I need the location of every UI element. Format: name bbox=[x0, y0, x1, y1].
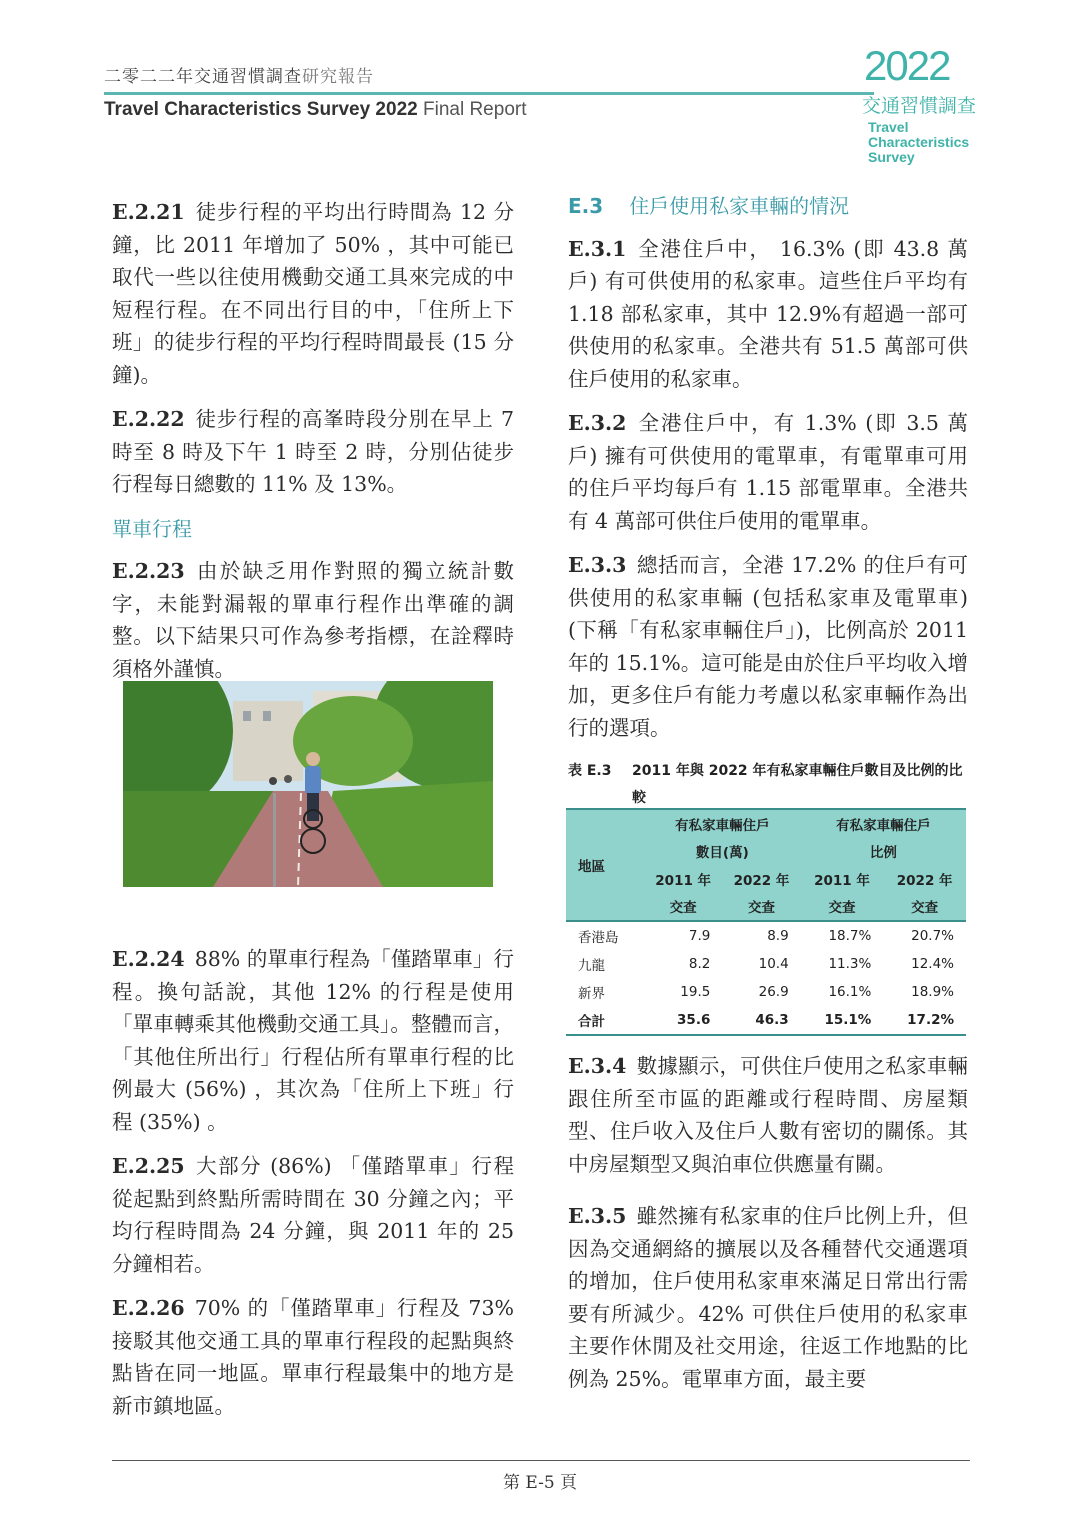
para-number: E.3.5 bbox=[568, 1204, 627, 1228]
cell-ratio-2022: 20.7% bbox=[883, 921, 966, 950]
col-header-region: 地區 bbox=[566, 809, 644, 921]
para-text: 全港住戶中，有 1.3% (即 3.5 萬戶) 擁有可供使用的電單車，有電單車可用的住戶平均每戶有 1.15 部電單車。全港共有 4 萬部可供住戶使用的電單車。 bbox=[568, 411, 968, 533]
cell-region: 新界 bbox=[578, 986, 605, 1002]
para-number: E.2.25 bbox=[112, 1154, 185, 1178]
col-year-2022-ratio: 2022 年 bbox=[883, 865, 966, 893]
col-group-count-line1: 有私家車輛住戶 bbox=[644, 809, 801, 838]
paragraph-e-3-4 bbox=[568, 1050, 968, 1180]
para-text: 全港住戶中， 16.3% (即 43.8 萬戶) 有可供使用的私家車。這些住戶平均有 1.18 部私家車，其中 12.9%有超過一部可供使用的私家車。全港共有 51.5 萬部可供住戶使用的私家車。 bbox=[568, 236, 968, 391]
cell-ratio-2022: 12.4% bbox=[911, 956, 954, 972]
para-number: E.3.3 bbox=[568, 553, 627, 577]
section-heading-e3 bbox=[568, 190, 968, 223]
logo-en-line2: Characteristics bbox=[868, 134, 970, 150]
paragraph-e-2-23 bbox=[112, 555, 514, 685]
report-title-zh-main: 二零二二年交通習慣調查 bbox=[104, 67, 302, 87]
table-caption bbox=[568, 758, 968, 812]
col-survey-2011-ratio: 交查 bbox=[801, 893, 884, 922]
cell-ratio-2011: 15.1% bbox=[801, 1006, 884, 1035]
col-survey-2011-count: 交查 bbox=[644, 893, 722, 922]
col-group-ratio-line2: 比例 bbox=[801, 838, 966, 866]
logo-en-line3: Survey bbox=[868, 149, 915, 165]
para-number: E.2.22 bbox=[112, 407, 185, 431]
cell-region: 九龍 bbox=[578, 958, 605, 974]
col-year-2011-ratio: 2011 年 bbox=[801, 865, 884, 893]
cell-ratio-2011: 16.1% bbox=[828, 984, 872, 1000]
para-text: 徒步行程的平均出行時間為 12 分鐘，比 2011 年增加了 50% ，其中可能已取代一些以往使用機動交通工具來完成的中短程行程。在不同出行目的中，「住所上下班」的徒步行程的平均行程時間最長 (15 分鐘)。 bbox=[112, 200, 514, 387]
para-text: 數據顯示，可供住戶使用之私家車輛跟住所至市區的距離或行程時間、房屋類型、住戶收入及住戶人數有密切的關係。其中房屋類型又與泊車位供應量有關。 bbox=[568, 1054, 968, 1176]
paragraph-e-2-24 bbox=[112, 943, 514, 1138]
cell-count-2022: 26.9 bbox=[758, 984, 789, 1000]
cell-count-2011: 19.5 bbox=[680, 984, 711, 1000]
para-text: 雖然擁有私家車的住戶比例上升，但因為交通網絡的擴展以及各種替代交通選項的增加，住戶使用私家車來滿足日常出行需要有所減少。42% 可供住戶使用的私家車主要作休閒及社交用途，往返工作地點的比例為 25%。電單車方面，最主要 bbox=[568, 1204, 968, 1391]
paragraph-e-3-1 bbox=[568, 233, 968, 396]
para-text: 由於缺乏用作對照的獨立統計數字，未能對漏報的單車行程作出準確的調整。以下結果只可作為參考指標，在詮釋時須格外謹慎。 bbox=[112, 559, 514, 681]
report-title-en bbox=[104, 99, 527, 121]
para-text: 88% 的單車行程為「僅踏單車」行程。換句話說，其他 12% 的行程是使用「單車轉乘其他機動交通工具」。整體而言，「其他住所出行」行程佔所有單車行程的比例最大 (56%) ，其次為「住所上下班」行程 (35%) 。 bbox=[112, 947, 514, 1134]
header-rule bbox=[104, 92, 874, 95]
cycling-heading: 單車行程 bbox=[112, 516, 192, 541]
table-row bbox=[566, 921, 966, 950]
report-title-en-bold: Travel Characteristics Survey 2022 bbox=[104, 99, 418, 120]
cyclist-photo bbox=[123, 681, 493, 887]
footer-rule bbox=[112, 1460, 970, 1461]
para-text: 總括而言，全港 17.2% 的住戶有可供使用的私家車輛 (包括私家車及電單車) (下稱「有私家車輛住戶」)，比例高於 2011 年的 15.1%。這可能是由於住戶平均收入增加，更多住戶有能力考慮以私家車輛作為出行的選項。 bbox=[568, 553, 968, 740]
logo-en-line1: Travel bbox=[868, 119, 909, 135]
cell-count-2011: 8.2 bbox=[688, 956, 711, 972]
cell-ratio-2011: 11.3% bbox=[828, 956, 872, 972]
para-text: 徒步行程的高峯時段分別在早上 7 時至 8 時及下午 1 時至 2 時，分別佔徒步行程每日總數的 11% 及 13%。 bbox=[112, 407, 514, 496]
table-caption-text: 2011 年與 2022 年有私家車輛住戶數目及比例的比較 bbox=[632, 763, 963, 806]
para-number: E.2.21 bbox=[112, 200, 185, 224]
cell-ratio-2022: 17.2% bbox=[883, 1006, 966, 1035]
report-title-en-light: Final Report bbox=[423, 99, 527, 120]
cell-count-2022: 8.9 bbox=[722, 921, 800, 950]
col-group-count-line2: 數目(萬) bbox=[644, 838, 801, 866]
table-row bbox=[566, 950, 966, 978]
table-label: 表 E.3 bbox=[568, 763, 612, 779]
report-title-zh bbox=[104, 62, 374, 87]
col-group-ratio-line1: 有私家車輛住戶 bbox=[801, 809, 966, 838]
cell-count-2011: 7.9 bbox=[644, 921, 722, 950]
table-row-total bbox=[566, 1006, 966, 1035]
section-number: E.3 bbox=[568, 194, 604, 218]
cell-region: 香港島 bbox=[566, 921, 644, 950]
cell-ratio-2022: 18.9% bbox=[911, 984, 954, 1000]
paragraph-e-3-5 bbox=[568, 1200, 968, 1395]
cell-ratio-2011: 18.7% bbox=[801, 921, 884, 950]
para-number: E.2.26 bbox=[112, 1296, 185, 1320]
para-number: E.2.24 bbox=[112, 947, 185, 971]
paragraph-e-2-22 bbox=[112, 403, 514, 501]
paragraph-e-2-25 bbox=[112, 1150, 514, 1280]
logo-zh: 交通習慣調查 bbox=[862, 95, 977, 117]
paragraph-e-2-26 bbox=[112, 1292, 514, 1422]
cell-count-2022: 46.3 bbox=[722, 1006, 800, 1035]
para-number: E.2.23 bbox=[112, 559, 185, 583]
page-number: 第 E-5 頁 bbox=[502, 1473, 578, 1493]
cell-region: 合計 bbox=[566, 1006, 644, 1035]
col-year-2022-count: 2022 年 bbox=[722, 865, 800, 893]
right-column-lower bbox=[568, 1050, 968, 1407]
paragraph-e-3-3 bbox=[568, 549, 968, 744]
paragraph-e-2-21 bbox=[112, 196, 514, 391]
col-year-2011-count: 2011 年 bbox=[644, 865, 722, 893]
para-number: E.3.2 bbox=[568, 411, 627, 435]
col-survey-2022-ratio: 交查 bbox=[883, 893, 966, 922]
col-survey-2022-count: 交查 bbox=[722, 893, 800, 922]
right-column bbox=[568, 190, 968, 756]
report-title-zh-suffix: 研究報告 bbox=[302, 67, 374, 87]
cell-count-2011: 35.6 bbox=[644, 1006, 722, 1035]
para-text: 70% 的「僅踏單車」行程及 73% 接駁其他交通工具的單車行程段的起點與終點皆在同一地區。單車行程最集中的地方是新市鎮地區。 bbox=[112, 1296, 514, 1418]
para-number: E.3.4 bbox=[568, 1054, 627, 1078]
table-row bbox=[566, 978, 966, 1006]
table-e3 bbox=[566, 808, 966, 1036]
para-number: E.3.1 bbox=[568, 236, 627, 261]
section-title: 住戶使用私家車輛的情況 bbox=[629, 194, 850, 218]
cell-count-2022: 10.4 bbox=[758, 956, 789, 972]
para-text: 大部分 (86%) 「僅踏單車」行程從起點到終點所需時間在 30 分鐘之內；平均行程時間為 24 分鐘，與 2011 年的 25 分鐘相若。 bbox=[112, 1154, 514, 1276]
logo-year: 2022 bbox=[864, 42, 950, 89]
paragraph-e-3-2 bbox=[568, 407, 968, 537]
survey-logo bbox=[862, 40, 992, 170]
